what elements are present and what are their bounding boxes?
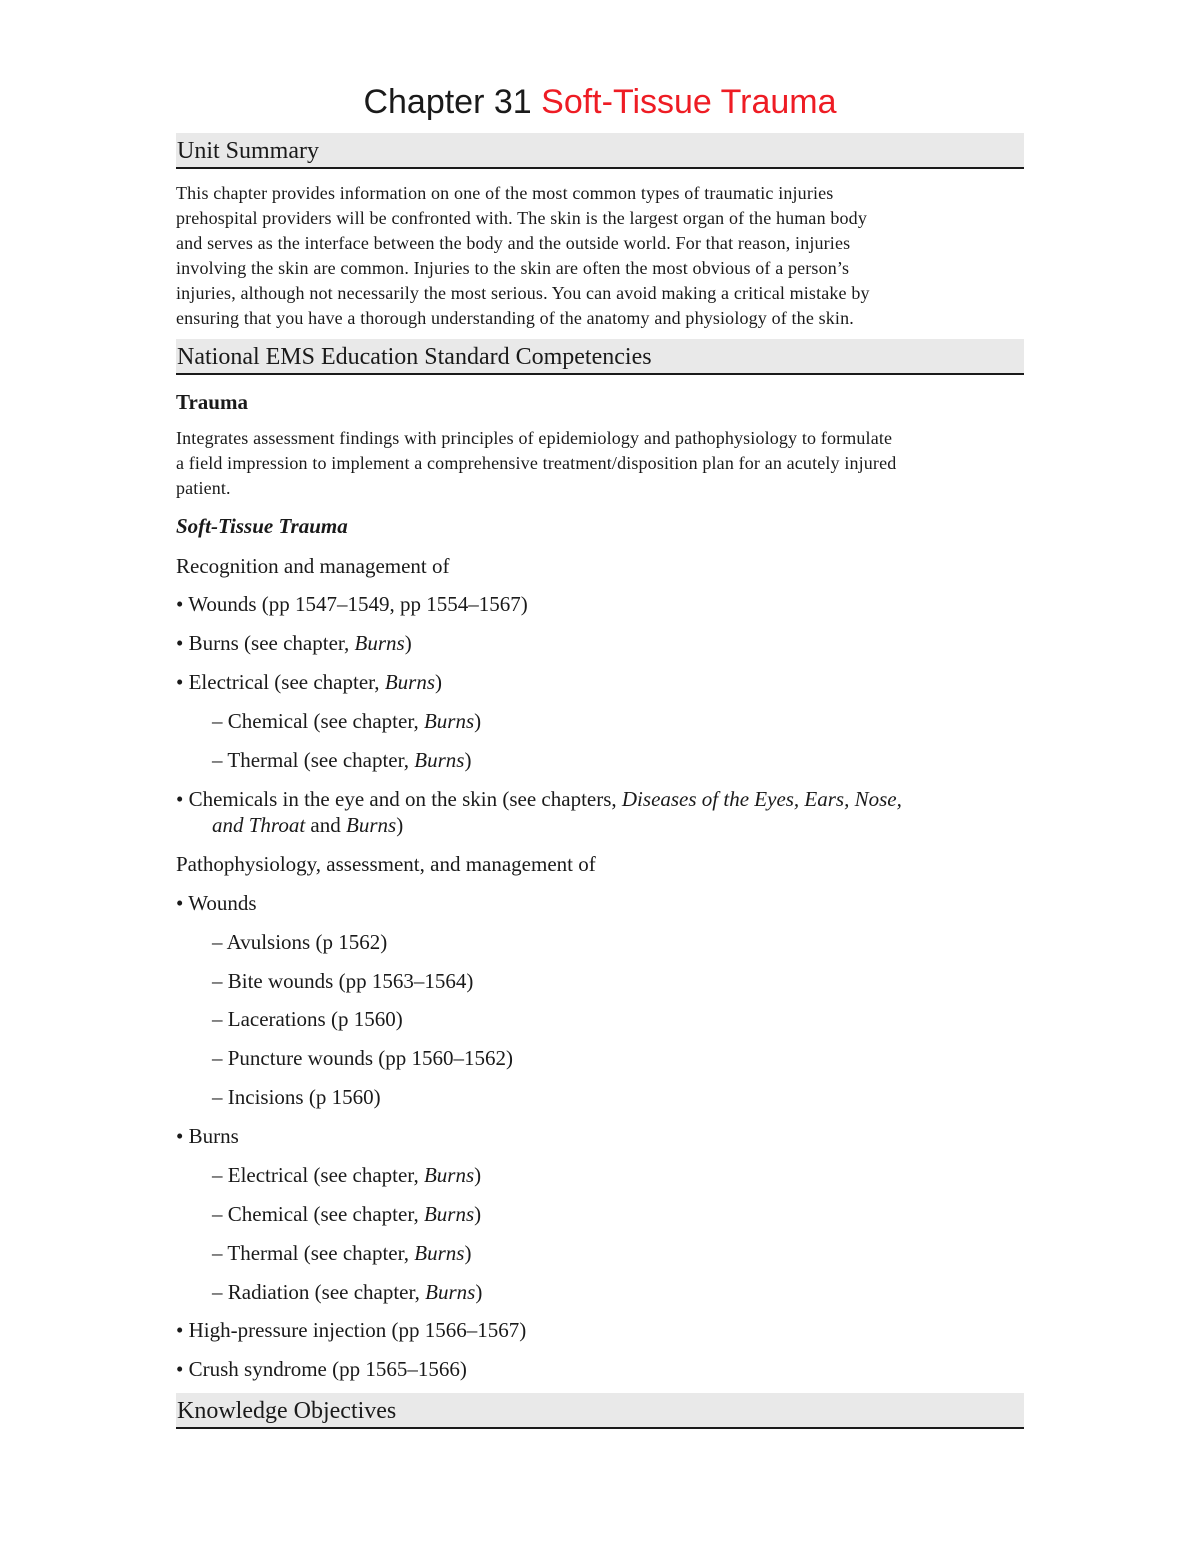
list-subitem: – Incisions (p 1560) — [212, 1085, 381, 1109]
list-item: • Chemicals in the eye and on the skin (see chapters, Diseases of the Eyes, Ears, Nose, — [176, 787, 902, 811]
chapter-number: Chapter 31 — [363, 83, 532, 121]
trauma-paragraph — [176, 426, 1024, 501]
paragraph-line: a field impression to implement a comprehensive treatment/disposition plan for an acutely injured — [176, 453, 897, 473]
paragraph-line: injuries, although not necessarily the most serious. You can avoid making a critical mistake by — [176, 283, 870, 303]
unit-summary-paragraph — [176, 181, 1024, 331]
subheading-soft-tissue-trauma: Soft-Tissue Trauma — [176, 514, 348, 538]
list-subitem: – Avulsions (p 1562) — [212, 930, 388, 954]
paragraph-line: Integrates assessment findings with principles of epidemiology and pathophysiology to formulate — [176, 428, 893, 448]
list-subitem: – Thermal (see chapter, Burns) — [212, 748, 472, 772]
recognition-intro: Recognition and management of — [176, 554, 450, 578]
section-heading-competencies: National EMS Education Standard Competencies — [176, 339, 1024, 375]
chapter-subject: Soft-Tissue Trauma — [541, 83, 837, 121]
list-subitem: – Radiation (see chapter, Burns) — [212, 1280, 483, 1304]
list-subitem: – Lacerations (p 1560) — [212, 1007, 403, 1031]
list-subitem: – Chemical (see chapter, Burns) — [212, 1202, 482, 1226]
list-item: • Wounds (pp 1547–1549, pp 1554–1567) — [176, 592, 528, 616]
section-heading-knowledge-objectives: Knowledge Objectives — [176, 1393, 1024, 1429]
list-subitem: – Thermal (see chapter, Burns) — [212, 1241, 472, 1265]
list-item-continuation: and Throat and Burns) — [212, 813, 404, 837]
page-title — [176, 80, 1024, 124]
list-item: • Burns (see chapter, Burns) — [176, 631, 412, 655]
list-subitem: – Puncture wounds (pp 1560–1562) — [212, 1046, 513, 1070]
paragraph-line: ensuring that you have a thorough understanding of the anatomy and physiology of the skin. — [176, 308, 854, 328]
list-item: • Electrical (see chapter, Burns) — [176, 670, 442, 694]
list-item: • Crush syndrome (pp 1565–1566) — [176, 1357, 467, 1381]
list-item: • Burns — [176, 1124, 239, 1148]
paragraph-line: prehospital providers will be confronted with. The skin is the largest organ of the human body — [176, 208, 867, 228]
subheading-trauma: Trauma — [176, 390, 248, 414]
paragraph-line: This chapter provides information on one of the most common types of traumatic injuries — [176, 183, 834, 203]
paragraph-line: involving the skin are common. Injuries to the skin are often the most obvious of a person’s — [176, 258, 850, 278]
list-subitem: – Bite wounds (pp 1563–1564) — [212, 969, 474, 993]
section-heading-unit-summary: Unit Summary — [176, 133, 1024, 169]
list-item: • Wounds — [176, 891, 257, 915]
list-subitem: – Electrical (see chapter, Burns) — [212, 1163, 482, 1187]
paragraph-line: patient. — [176, 478, 231, 498]
list-subitem: – Chemical (see chapter, Burns) — [212, 709, 482, 733]
list-item: • High-pressure injection (pp 1566–1567) — [176, 1318, 527, 1342]
paragraph-line: and serves as the interface between the body and the outside world. For that reason, injuries — [176, 233, 851, 253]
patho-intro: Pathophysiology, assessment, and management of — [176, 852, 596, 876]
